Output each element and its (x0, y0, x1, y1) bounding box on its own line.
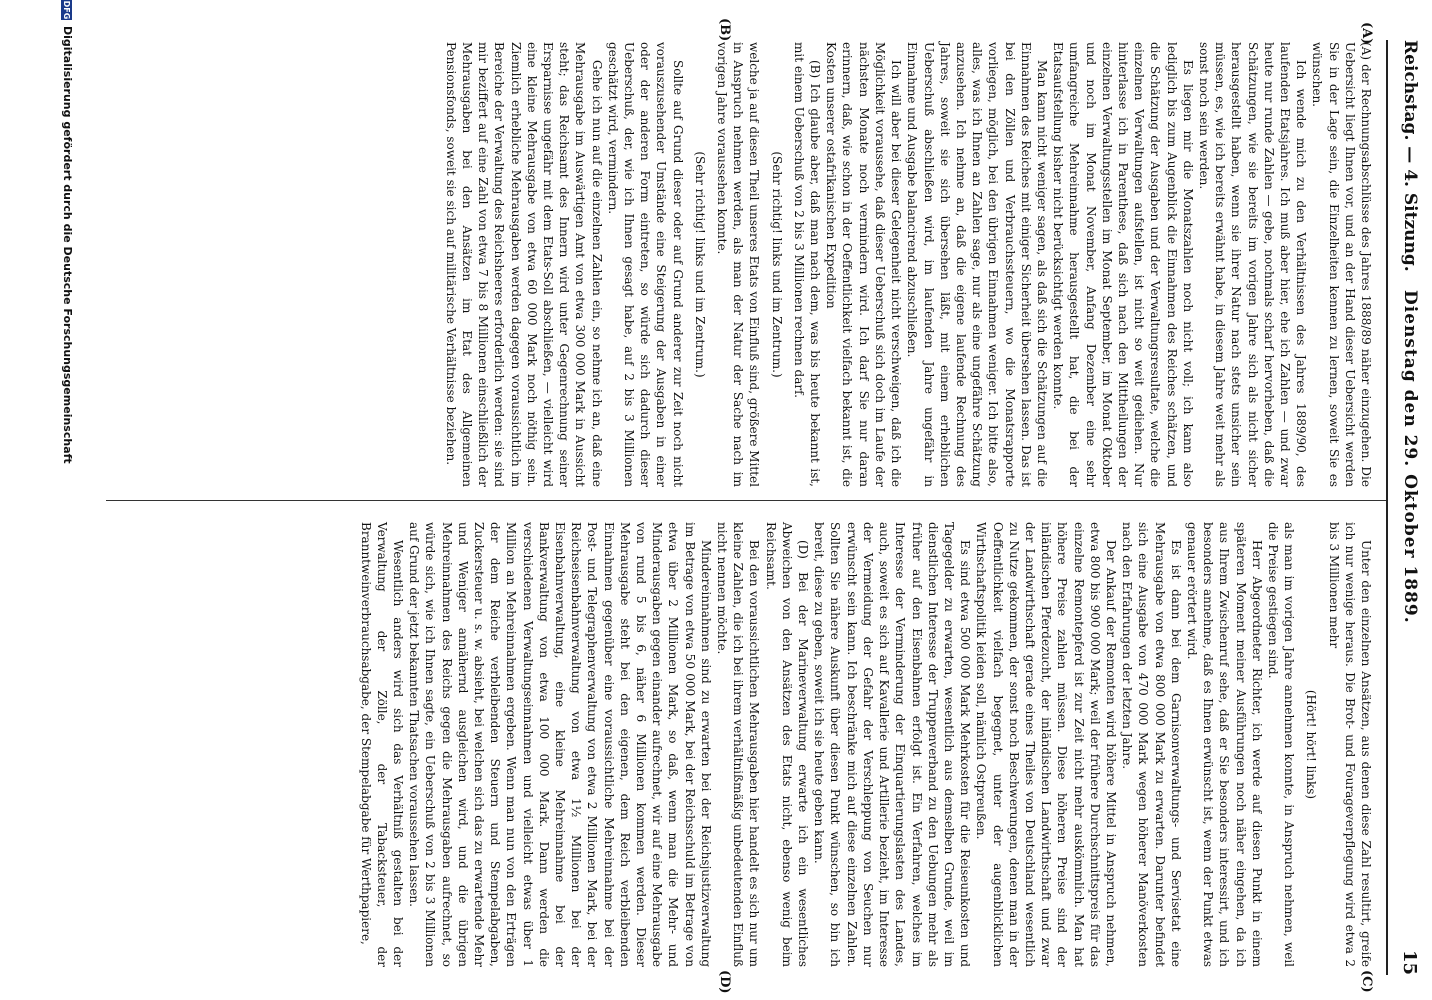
header-date: Dienstag den 29. Oktober 1889. (1400, 290, 1420, 624)
paragraph: Ich wende mich zu den Verhältnissen des Jahres 1889/90, des laufenden Etatsjahres. Ich muß aber hier, ehe ich Zahlen — und zwar heute nur runde Zahlen — gebe, nochmals scharf hervorheben, daß die Schätzungen, wie sie bereits im vorigen Jahre sich als nicht sicher herausgestellt haben, wenn sie ihrer Natur nach stets unsicher sein müssen, es, wie ich bereits erwähnt habe, in diesem Jahre weit mehr als sonst noch sein werden. (1196, 42, 1309, 487)
paragraph: Mindereinnahmen sind zu erwarten bei der Reichsjustizverwaltung im Betrage von etwa 50 000 Mark, bei der Reichsschuld im Betrage von etwa über 2 Millionen Mark, so daß, wenn man die Mehr- und Minderausgaben gegen einander aufrechnet, wir auf eine Mehrausgabe von rund 5 bis 6, näher 6 Millionen kommen werden. Dieser Mehrausgabe steht bei den eigenen, dem Reich verbleibenden Einnahmen gegenüber eine voraussichtliche Mehreinnahme bei der Post- und Telegraphenverwaltung von etwa 2 Millionen Mark, bei der Reichseisenbahnverwaltung von etwa 1½ Millionen bei der Eisenbahnverwaltung, eine kleine Mehreinnahme bei der Bankverwaltung von etwa 100 000 Mark. Dann werden die verschiedenen Verwaltungseinnahmen und vielleicht etwas über 1 Million an Mehreinnahmen ergeben. Wenn man nun von den Erträgen der dem Reiche verbleibenden Steuern und Stempelabgaben, Zuckersteuer u. s. w. absieht, bei welchen sich das zu erwartende Mehr und Weniger annähernd ausgleichen wird, und die übrigen Mehreinnahmen des Reichs gegen die Mehrausgaben aufrechnet, so würde sich, wie ich Ihnen sagte, ein Ueberschuß von 2 bis 3 Millionen auf Grund der jetzt bekannten Thatsachen voraussehen lassen. (407, 522, 713, 967)
paragraph: Man kann nicht weniger sagen, als daß sich die Schätzungen auf die Einnahmen des Reiches mit einiger Sicherheit übersehen lassen. Das ist bei den Zöllen und Verbrauchssteuern, wo die Monatsrapporte vorliegen, möglich, bei den übrigen Einnahmen weniger. Ich bitte also, alles, was ich Ihnen an Zahlen sage, nur als eine ungefähre Schätzung anzusehen. Ich nehme an, daß die eigene laufende Rechnung des Jahres, soweit sie sich übersehen läßt, mit einem erheblichen Ueberschuß abschließen wird, im laufenden Jahre ungefähr in Einnahme und Ausgabe balancirend abzuschließen. (905, 42, 1049, 487)
paragraph: Es ist dann bei dem Garnisonverwaltungs- und Servisetat eine Mehrausgabe von etwa 800 000 Mark zu erwarten. Darunter befindet sich eine Ausgabe von 470 000 Mark wegen höherer Manöverkosten nach den Erfahrungen der letzten Jahre. (1120, 522, 1183, 967)
paragraph: Ich will aber bei dieser Gelegenheit nicht verschweigen, daß ich die Möglichkeit voraussehe, daß dieser Ueberschuß sich doch im Laufe der nächsten Monate noch vermindern wird. Ich darf Sie nur daran erinnern, daß, wie schon in der Oeffentlichkeit vielfach bekannt ist, die Kosten unserer ostafrikanischen Expedition (824, 42, 904, 487)
paragraph: welche ja auf diesen Theil unseres Etats von Einfluß sind, größere Mittel in Anspruch nehmen werden, als man der Natur der Sache nach im vorigen Jahre voraussehen konnte. (715, 42, 762, 487)
margin-marker-b: (B) (717, 18, 732, 42)
paragraph: Gehe ich nun auf die einzelnen Zahlen ein, so nehme ich an, daß eine Mehrausgabe im Auswärtigen Amt von etwa 300 000 Mark in Aussicht steht; das Reichsamt des Innern wird unter Gegenrechnung seiner Ersparnisse ungefähr mit dem Etats-Soll abschließen, — vielleicht wird eine kleine Mehrausgabe von etwa 60 000 Mark noch nöthig sein. Ziemlich erhebliche Mehrausgaben werden dagegen voraussichtlich im Bereiche der Verwaltung des Reichsheeres erforderlich werden: sie sind mir beziffert auf eine Zahl von etwa 7 bis 8 Millionen einschließlich der Mehrausgaben bei den Ansätzen im Etat des Allgemeinen Pensionsfonds, soweit sie sich auf militärische Verhältnisse beziehen. (443, 42, 604, 487)
column-divider (106, 500, 1386, 501)
paragraph: Wesentlich anders wird sich das Verhältniß gestalten bei der Verwaltung der Zölle, der Tabacksteuer, der Branntweinverbrauchsabgabe, der Stempelabgabe für Werthpapiere, (358, 522, 406, 967)
paragraph: Sollte auf Grund dieser oder auf Grund anderer zur Zeit noch nicht vorauszusehender Umstände eine Steigerung der Ausgaben in einer oder der anderen Form eintreten, so würde sich dadurch dieser Ueberschuß, der, wie ich Ihnen gesagt habe, auf 2 bis 3 Millionen geschätzt wird, vermindern. (605, 42, 685, 487)
paragraph: Herr Abgeordneter Richter, ich werde auf diesen Punkt in einem späteren Moment meiner Ausführungen noch näher eingehen, da ich aus Ihrem Zwischenruf sehe, daß er Sie besonders interessirt, und ich besonders annehme, daß es Ihnen erwünscht ist, wenn der Punkt etwas genauer erörtert wird. (1184, 522, 1264, 967)
paragraph: Der Ankauf der Remonten wird höhere Mittel in Anspruch nehmen, etwa 800 bis 900 000 Mark; weil der frühere Durchschnittspreis für das einzelne Remontepferd ist zur Zeit nicht mehr auskömmlich. Man hat höhere Preise zahlen müssen. Diese höheren Preise sind der inländischen Pferdezucht, der inländischen Landwirthschaft und zwar der Landwirthschaft gerade eines Theiles von Deutschland wesentlich zu Nutze gekommen, der sonst noch Beschwerungen, denen man in der Oeffentlichkeit vielfach begegnet, unter der augenblicklichen Wirthschaftspolitik leiden soll, nämlich Ostpreußen. (974, 522, 1118, 967)
digitization-footer (54, 0, 74, 1000)
margin-marker-a: (A) (1359, 22, 1374, 45)
text-column-left (443, 42, 1374, 487)
margin-marker-d: (D) (717, 970, 732, 994)
header-left: Reichstag. — 4. Sitzung. (1400, 40, 1420, 272)
dfg-logo-icon: DFG (62, 0, 72, 20)
interjection: (Hört! hört! links) (1304, 689, 1319, 800)
running-header (1392, 40, 1426, 975)
paragraph: Es liegen mir die Monatszahlen noch nicht voll; ich kann also lediglich bis zum Augenblick die Einnahmen des Reiches schätzen, und die Schätzung der Ausgaben und der Verwaltungsresultate, welche die einzelnen Verwaltungen aufstellen, ist nicht so weit gediehen. Nur hinterlasse ich in Parenthese, daß sich nach den Mittheilungen der einzelnen Verwaltungsstellen im Monat September, im Monat Oktober und noch im Monat November, Anfang Dezember eine sehr umfangreiche Mehreinnahme herausgestellt hat, die bei der Etatsaufstellung bisher nicht berücksichtigt werden konnte. (1051, 42, 1195, 487)
text-column-right (357, 522, 1374, 967)
page-number: 15 (1399, 949, 1420, 975)
footer-text: Digitalisierung gefördert durch die Deutsche Forschungsgemeinschaft (61, 26, 74, 464)
paragraph: (D) Bei der Marineverwaltung erwarte ich ein wesentliches Abweichen von den Ansätzen des Etats nicht, ebenso wenig beim Reichsamt. (763, 522, 811, 967)
paragraph: Es sind etwa 500 000 Mark Mehrkosten für die Reiseunkosten und Tagegelder zu erwarten, wesentlich aus demselben Grunde, weil im dienstlichen Interesse der Truppenverband zu den Uebungen mehr als früher auf den Eisenbahnen erfolgt ist. Ein Verfahren, welches im Interesse der Verminderung der Einquartierungslasten des Landes, auch, soweit es sich auf Kavallerie und Artillerie bezieht, im Interesse der Vermeidung der Gefahr der Verschleppung von Seuchen nur erwünscht sein kann. Ich beschränke mich auf diese einzelnen Zahlen. Sollten Sie nähere Auskunft über diesen Punkt wünschen, so bin ich bereit, diese zu geben, soweit ich sie heute geben kann. (812, 522, 973, 967)
margin-marker-c: (C) (1359, 970, 1374, 993)
paragraph: (B) Ich glaube aber, daß man nach dem, was bis heute bekannt ist, mit einem Ueberschuß von 2 bis 3 Millionen rechnen darf. (791, 42, 823, 487)
paragraph: Bei den voraussichtlichen Mehrausgaben hier handelt es sich nur um kleine Zahlen, die ich bei ihrem verhältnißmäßig unbedeutenden Einfluß nicht nennen möchte. (715, 522, 762, 967)
paragraph: als man im vorigen Jahre annehmen konnte, in Anspruch nehmen, weil die Preise gestiegen sind. (1265, 522, 1297, 967)
scanned-page (52, 0, 1432, 1000)
interjection: (Sehr richtig! links und im Zentrum.) (692, 151, 707, 378)
paragraph: (A) der Rechnungsabschlüsse des Jahres 1888/89 näher einzugehen. Die Uebersicht liegt Ihnen vor, und an der Hand dieser Uebersicht werden Sie in der Lage sein, die Einzelheiten kennen zu lernen, soweit Sie es wünschen. (1310, 42, 1373, 487)
paragraph: Unter den einzelnen Ansätzen, aus denen diese Zahl resultirt, greife ich nur wenige heraus. Die Brot- und Fourageverpflegung wird etwa 2 bis 3 Millionen mehr (1326, 522, 1373, 967)
interjection: (Sehr richtig! links und im Zentrum.) (769, 151, 784, 378)
header-rule (1386, 40, 1388, 975)
